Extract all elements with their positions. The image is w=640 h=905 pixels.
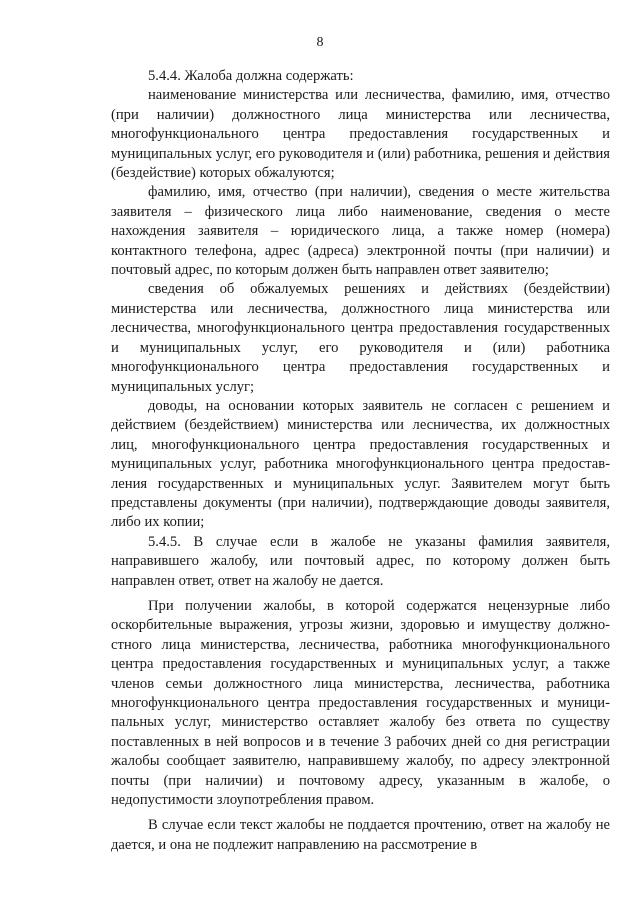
paragraph-unreadable-complaint: В случае если текст жалобы не поддается прочтению, ответ на жалобу не дается, и она не подлежит направлению на рассмотрение в xyxy=(111,817,610,853)
paragraph-applicant-details: фамилию, имя, отчество (при наличии), сведения о месте жительства заявителя – физического лица либо наименование, сведения о месте нахождения заявителя – юридического лица, а также номер (номера) контактного телефона, адрес (адреса) электронной почты (при наличии) и почтовый адрес, по которым должен быть направлен ответ заявителю; xyxy=(111,184,610,279)
paragraph-5-4-4-heading: 5.4.4. Жалоба должна содержать: xyxy=(148,68,354,84)
paragraph-5-4-5: 5.4.5. В случае если в жалобе не указаны фамилия заявителя, направившего жалобу, или почтовый адрес, по которому должен быть направлен ответ, ответ на жалобу не дается. xyxy=(111,533,610,589)
document-body xyxy=(111,67,610,855)
paragraph-appealed-decisions: сведения об обжалуемых решениях и действиях (бездействии) министерства или лесничества, должностного лица министерства или лесничества, многофункционального центра предоставления государственных и муниципальных услуг, его руководителя и (или) работника многофункционального центра предоставления государственных и муниципальных услуг; xyxy=(111,281,610,395)
paragraph-complaint-subject: наименование министерства или лесничества, фамилию, имя, отчество (при наличии) должностного лица министерства или лесничества, многофункционального центра предоставления государственных и муниципальных услуг, его руководителя и (или) работника, решения и действия (бездействие) которых обжалуются; xyxy=(111,87,610,182)
paragraph-arguments: доводы, на основании которых заявитель не согласен с решением и действием (бездействием) министерства или лесничества, их должностных лиц, многофункционального центра предоставления государственных и муниципальных услуг, работника многофункционального центра предоставления государственных и муниципальных услуг. Заявителем могут быть представлены документы (при наличии), подтверждающие доводы заявителя, либо их копии; xyxy=(111,397,610,531)
page-number: 8 xyxy=(316,35,324,50)
paragraph-obscene-complaint: При получении жалобы, в которой содержатся нецензурные либо оскорбительные выражения, угрозы жизни, здоровью и имуществу должностного лица министерства, лесничества, работника многофункционального центра предоставления государственных и муниципальных услуг, а также членов семьи должностного лица министерства, лесничества, работника многофункционального центра предоставления государственных и муниципальных услуг, министерство оставляет жалобу без ответа по существу поставленных в ней вопросов и в течение 3 рабочих дней со дня регистрации жалобы сообщает заявителю, направившему жалобу, по адресу электронной почты (при наличии) и почтовому адресу, указанным в жалобе, о недопустимости злоупотребления правом. xyxy=(111,597,610,809)
